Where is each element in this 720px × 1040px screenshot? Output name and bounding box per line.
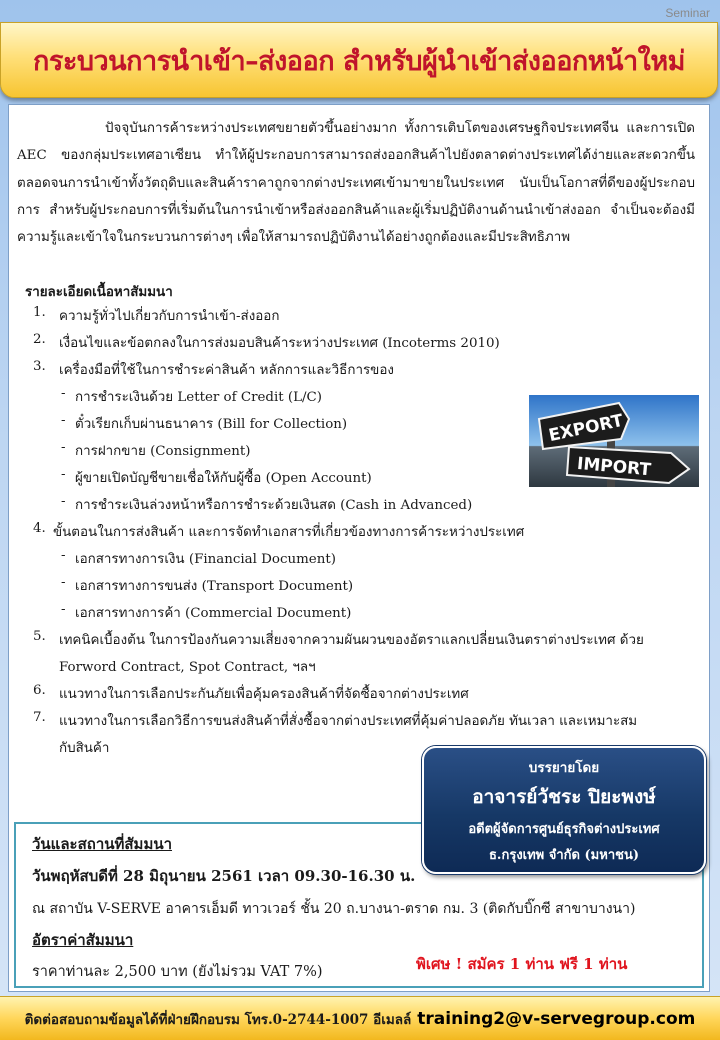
subtopic-item bbox=[61, 548, 336, 569]
topic-text: แนวทางในการเลือกวิธีการขนส่งสินค้าที่สั่งซื้อจากต่างประเทศที่คุ้มค่าปลอดภัย ทันเวลา และเหมาะสม bbox=[59, 714, 638, 729]
topic-item-7 bbox=[33, 710, 637, 731]
bullet-dash: - bbox=[61, 467, 66, 482]
topic-item-3 bbox=[33, 359, 394, 380]
topic-number: 2. bbox=[33, 332, 46, 347]
subtopic-text: การชำระเงินด้วย Letter of Credit (L/C) bbox=[75, 390, 322, 405]
content-heading: รายละเอียดเนื้อหาสัมมนา bbox=[25, 284, 173, 300]
export-import-sign-graphic bbox=[529, 395, 699, 487]
subtopic-text: เอกสารทางการค้า (Commercial Document) bbox=[75, 606, 352, 621]
bullet-dash: - bbox=[61, 548, 66, 563]
topic-number: 4. bbox=[33, 521, 46, 536]
bullet-dash: - bbox=[61, 440, 66, 455]
seminar-tag: Seminar bbox=[665, 6, 710, 20]
topic-continuation bbox=[59, 737, 109, 758]
topic-number: 7. bbox=[33, 710, 46, 725]
lecturer-organization: ธ.กรุงเทพ จำกัด (มหาชน) bbox=[489, 848, 639, 863]
subtopic-text: เอกสารทางการขนส่ง (Transport Document) bbox=[75, 579, 354, 594]
topic-number: 5. bbox=[33, 629, 46, 644]
topic-text: เงื่อนไขและข้อตกลงในการส่งมอบสินค้าระหว่างประเทศ (Incoterms 2010) bbox=[59, 336, 500, 351]
topic-text: เทคนิคเบื้องต้น ในการป้องกันความเสี่ยงจากความผันผวนของอัตราแลกเปลี่ยนเงินตราต่างประเทศ ด้วย bbox=[59, 633, 644, 648]
topic-item-4 bbox=[33, 521, 524, 542]
topic-item-5 bbox=[33, 629, 644, 650]
subtopic-item bbox=[61, 467, 372, 488]
seminar-venue: ณ สถาบัน V-SERVE อาคารเอ็มดี ทาวเวอร์ ชั้น 20 ถ.บางนา-ตราด กม. 3 (ติดกับบิ๊กซี สาขาบางนา) bbox=[32, 901, 636, 917]
lecturer-position: อดีตผู้จัดการศูนย์ธุรกิจต่างประเทศ bbox=[468, 822, 660, 837]
subtopic-item bbox=[61, 413, 347, 434]
subtopic-item bbox=[61, 386, 322, 407]
topic-text: แนวทางในการเลือกประกันภัยเพื่อคุ้มครองสินค้าที่จัดซื้อจากต่างประเทศ bbox=[59, 687, 469, 702]
topic-number: 3. bbox=[33, 359, 46, 374]
topic-number: 6. bbox=[33, 683, 46, 698]
topic-text: กับสินค้า bbox=[59, 741, 110, 756]
import-sign-text: IMPORT bbox=[576, 453, 652, 481]
bullet-dash: - bbox=[61, 602, 66, 617]
seminar-date: วันพฤหัสบดีที่ 28 มิถุนายน 2561 เวลา 09.30-16.30 น. bbox=[32, 867, 416, 885]
subtopic-item bbox=[61, 575, 353, 596]
topic-continuation bbox=[59, 656, 316, 677]
lecturer-card bbox=[422, 746, 706, 874]
bullet-dash: - bbox=[61, 386, 66, 401]
subtopic-text: ตั๋วเรียกเก็บผ่านธนาคาร (Bill for Collection) bbox=[75, 417, 348, 432]
subtopic-item bbox=[61, 440, 250, 461]
bullet-dash: - bbox=[61, 413, 66, 428]
lecturer-name: อาจารย์วัชระ ปิยะพงษ์ bbox=[472, 786, 656, 808]
venue-heading: วันและสถานที่สัมมนา bbox=[32, 835, 173, 853]
contact-text: ติดต่อสอบถามข้อมูลได้ที่ฝ่ายฝึกอบรม โทร.0-2744-1007 อีเมลล์ bbox=[24, 1011, 412, 1028]
fee-heading: อัตราค่าสัมมนา bbox=[32, 931, 134, 949]
topic-text: ขั้นตอนในการส่งสินค้า และการจัดทำเอกสารที่เกี่ยวข้องทางการค้าระหว่างประเทศ bbox=[53, 525, 525, 540]
contact-footer bbox=[0, 996, 720, 1040]
subtopic-text: การชำระเงินล่วงหน้าหรือการชำระด้วยเงินสด (Cash in Advanced) bbox=[75, 498, 473, 513]
title-banner bbox=[0, 22, 718, 98]
subtopic-item bbox=[61, 602, 351, 623]
subtopic-text: เอกสารทางการเงิน (Financial Document) bbox=[75, 552, 336, 567]
contact-email-link[interactable]: training2@v-servegroup.com bbox=[417, 1008, 696, 1029]
lecturer-by-label: บรรยายโดย bbox=[528, 760, 600, 776]
topic-text: Forword Contract, Spot Contract, ฯลฯ bbox=[59, 660, 316, 675]
bullet-dash: - bbox=[61, 575, 66, 590]
topic-item-6 bbox=[33, 683, 469, 704]
promo-text: พิเศษ ! สมัคร 1 ท่าน ฟรี 1 ท่าน bbox=[416, 955, 628, 973]
topic-text: ความรู้ทั่วไปเกี่ยวกับการนำเข้า-ส่งออก bbox=[59, 309, 280, 324]
topic-number: 1. bbox=[33, 305, 46, 320]
topic-text: เครื่องมือที่ใช้ในการชำระค่าสินค้า หลักการและวิธีการของ bbox=[59, 363, 394, 378]
subtopic-text: การฝากขาย (Consignment) bbox=[75, 444, 251, 459]
page-title: กระบวนการนำเข้า–ส่งออก สำหรับผู้นำเข้าส่งออกหน้าใหม่ bbox=[33, 45, 685, 77]
export-import-sign-image bbox=[529, 395, 699, 487]
seminar-fee: ราคาท่านละ 2,500 บาท (ยังไม่รวม VAT 7%) bbox=[32, 964, 323, 980]
topic-item-1 bbox=[33, 305, 279, 326]
intro-paragraph: ปัจจุบันการค้าระหว่างประเทศขยายตัวขึ้นอย่างมาก ทั้งการเติบโตของเศรษฐกิจประเทศจีน และการเปิด AEC ของกลุ่มประเทศอาเซียน ทำให้ผู้ประกอบการสามารถส่งออกสินค้าไปยังตลาดต่างประเทศได้ง่ายและสะดวกขึ้น ตลอดจนการนำเข้าทั้งวัตถุดิบและสินค้าราคาถูกจากต่างประเทศเข้ามาขายในประเทศ นับเป็นโอกาสที่ดีของผู้ประกอบการ สำหรับผู้ประกอบการที่เริ่มต้นในการนำเข้าหรือส่งออกสินค้าและผู้เริ่มปฏิบัติงานด้านนำเข้าส่งออก จำเป็นจะต้องมีความรู้และเข้าใจในกระบวนการต่างๆ เพื่อให้สามารถปฏิบัติงานได้อย่างถูกต้องและมีประสิทธิภาพ bbox=[17, 121, 695, 246]
subtopic-text: ผู้ขายเปิดบัญชีขายเชื่อให้กับผู้ซื้อ (Open Account) bbox=[75, 471, 372, 486]
bullet-dash: - bbox=[61, 494, 66, 509]
export-sign-text: EXPORT bbox=[546, 410, 626, 447]
subtopic-item bbox=[61, 494, 472, 515]
topic-item-2 bbox=[33, 332, 500, 353]
